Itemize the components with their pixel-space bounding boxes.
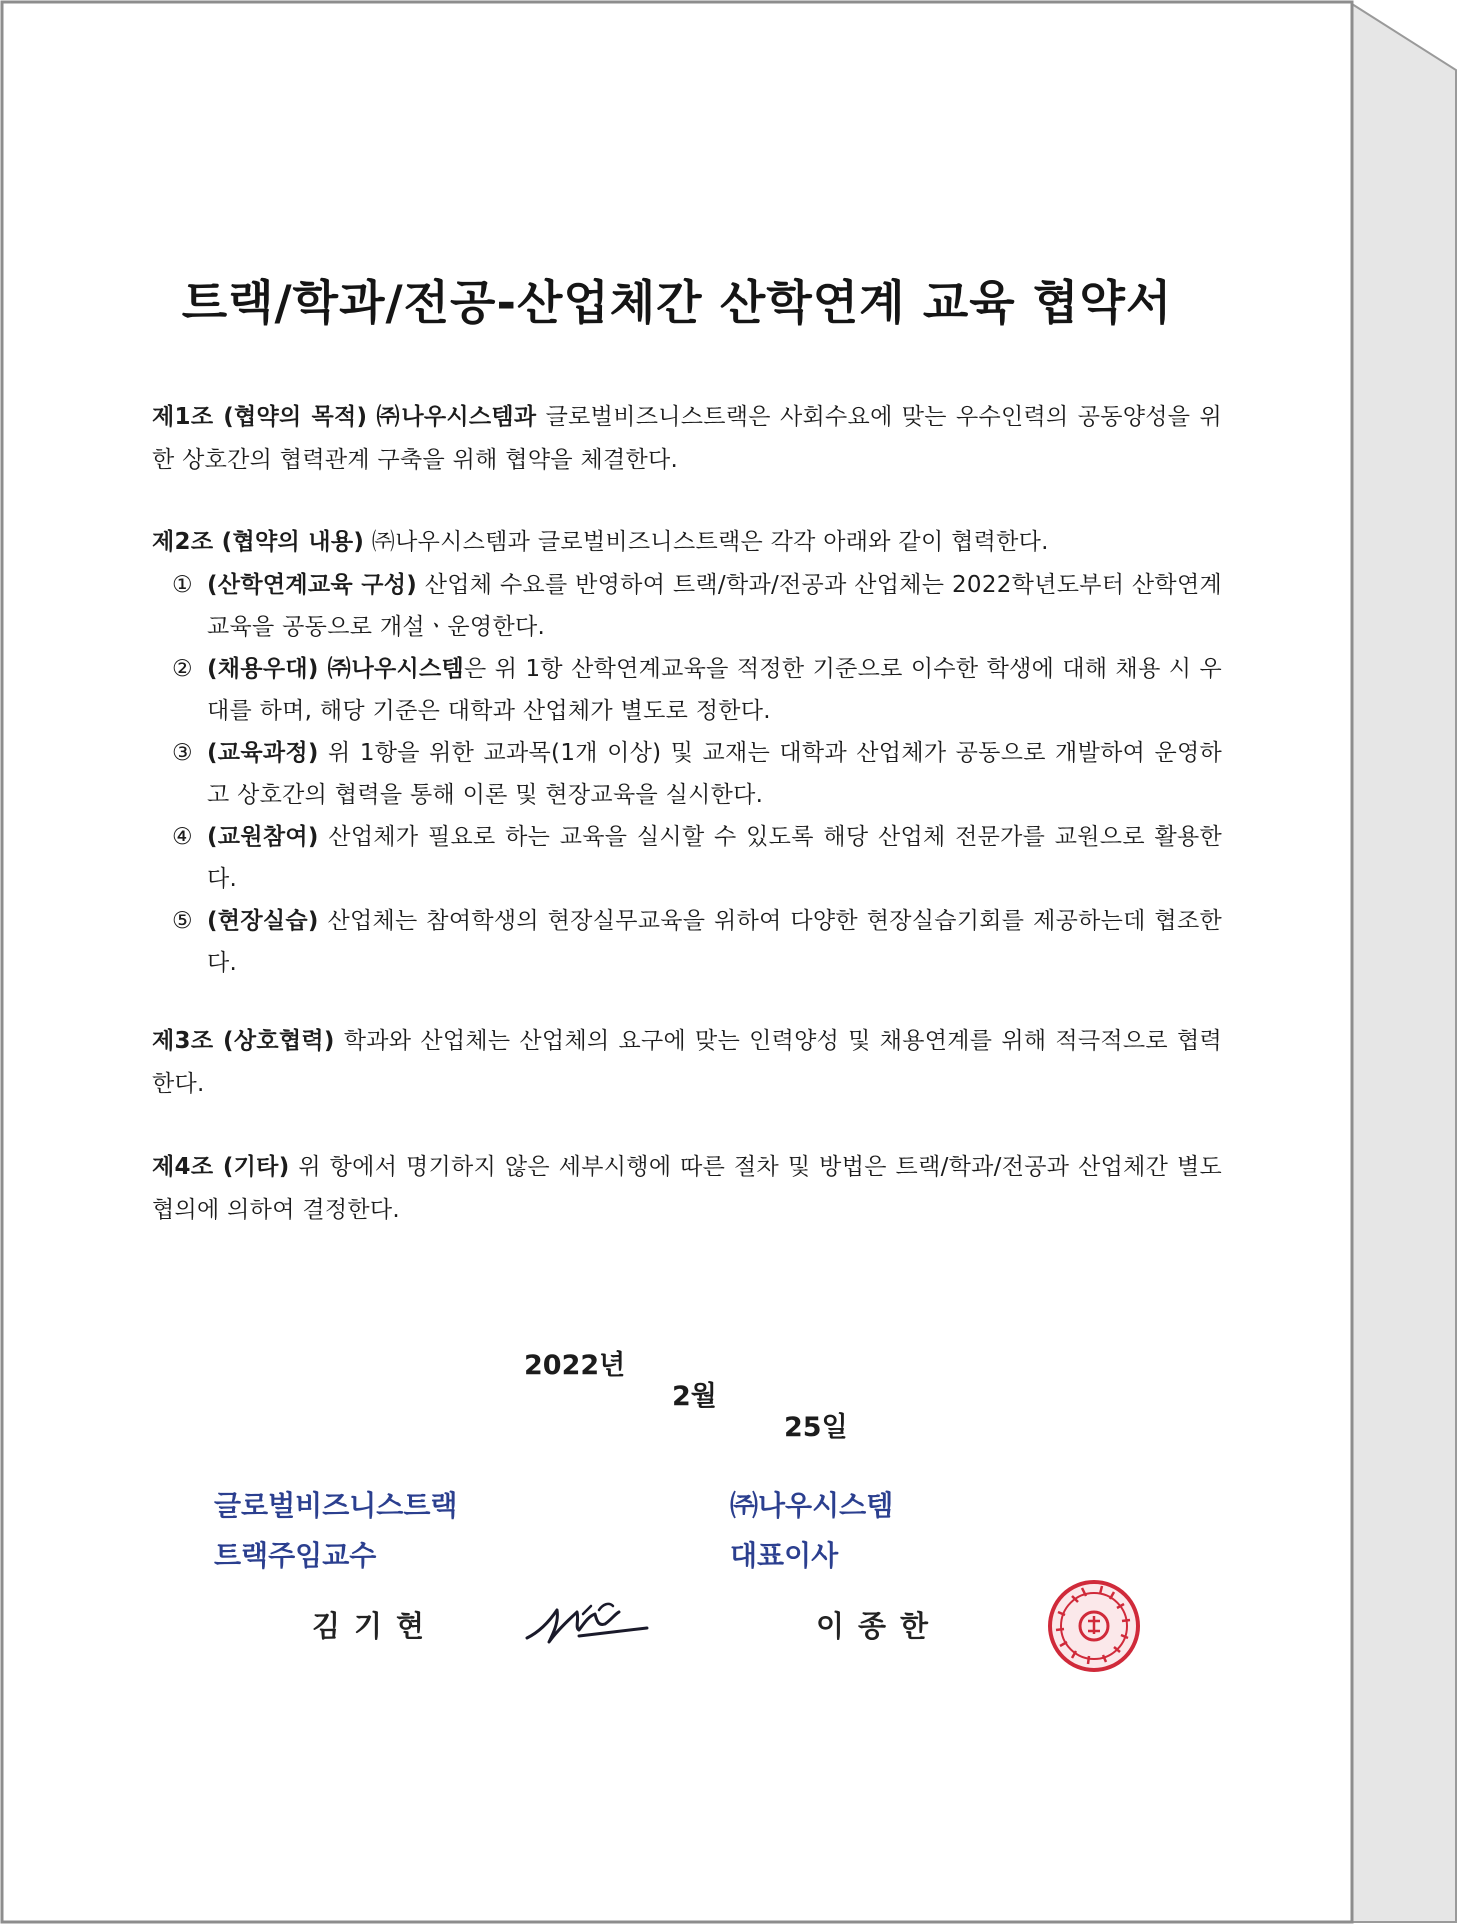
date-year: 2022년 [524, 1350, 626, 1381]
item-number: ⑤ [172, 908, 193, 934]
item-company: ㈜나우시스템 [318, 656, 465, 682]
right-signer-name: 이종한 [816, 1609, 943, 1643]
article-2-company: ㈜나우시스템과 [371, 529, 531, 555]
date-day: 25일 [784, 1412, 848, 1443]
article-2 [152, 521, 1222, 564]
article-1-text: 글로벌비즈니스트랙은 사회수요에 맞는 우수인력의 공동양성을 위한 상호간의 협력관계 구축을 위해 협약을 체결한다. [152, 404, 1223, 473]
left-party-role: 트랙주임교수 [214, 1539, 377, 1572]
right-party-name: ㈜나우시스템 [730, 1489, 894, 1522]
list-item [172, 816, 1222, 900]
item-text: 산업체 수요를 반영하여 트랙/학과/전공과 산업체는 2022학년도부터 산학연계교육을 공동으로 개설ㆍ운영한다. [207, 572, 1222, 640]
item-text: 산업체는 참여학생의 현장실무교육을 위하여 다양한 현장실습기회를 제공하는데 협조한다. [207, 908, 1222, 976]
list-item [172, 900, 1222, 984]
item-text: 위 1항을 위한 교과목(1개 이상) 및 교재는 대학과 산업체가 공동으로 개발하여 운영하고 상호간의 협력을 통해 이론 및 현장교육을 실시한다. [207, 740, 1222, 808]
list-item [172, 732, 1222, 816]
date-month: 2월 [672, 1381, 717, 1412]
article-1-company: ㈜나우시스템과 [376, 404, 537, 430]
item-number: ④ [172, 824, 193, 850]
item-text: 은 위 1항 산학연계교육을 적정한 기준으로 이수한 학생에 대해 채용 시 우대를 하며, 해당 기준은 대학과 산업체가 별도로 정한다. [207, 656, 1222, 724]
article-2-heading: 제2조 (협약의 내용) [152, 529, 365, 555]
agreement-date [4, 1312, 1350, 1467]
item-heading: (채용우대) [207, 656, 319, 682]
article-4-text: 위 항에서 명기하지 않은 세부시행에 따른 절차 및 방법은 트랙/학과/전공과 산업체간 별도 협의에 의하여 결정한다. [152, 1154, 1223, 1223]
list-item [172, 648, 1222, 732]
item-number: ② [172, 656, 193, 682]
article-2-text: 글로벌비즈니스트랙은 각각 아래와 같이 협력한다. [530, 529, 1049, 555]
item-heading: (현장실습) [207, 908, 319, 934]
article-4-heading: 제4조 (기타) [152, 1154, 290, 1180]
article-2-items [172, 564, 1222, 984]
left-signer-name: 김기현 [312, 1609, 439, 1643]
right-party-role: 대표이사 [730, 1539, 839, 1572]
article-3-text: 학과와 산업체는 산업체의 요구에 맞는 인력양성 및 채용연계를 위해 적극적으로 협력한다. [152, 1028, 1222, 1097]
article-3-heading: 제3조 (상호협력) [152, 1028, 335, 1054]
article-1-heading: 제1조 (협약의 목적) [152, 404, 368, 430]
article-3 [152, 1020, 1222, 1106]
item-number: ① [172, 572, 193, 598]
item-number: ③ [172, 740, 193, 766]
item-heading: (교원참여) [207, 824, 319, 850]
handwritten-signature [519, 1592, 659, 1652]
document-title: 트랙/학과/전공-산업체간 산학연계 교육 협약서 [181, 276, 1173, 331]
item-text: 산업체가 필요로 하는 교육을 실시할 수 있도록 해당 산업체 전문가를 교원으로 활용한다. [207, 824, 1222, 892]
left-party-name: 글로벌비즈니스트랙 [214, 1489, 458, 1522]
list-item [172, 564, 1222, 648]
document-sheet [4, 4, 1350, 1916]
item-heading: (산학연계교육 구성) [207, 572, 418, 598]
item-heading: (교육과정) [207, 740, 319, 766]
article-4 [152, 1146, 1222, 1232]
company-seal [1044, 1576, 1144, 1676]
article-1 [152, 396, 1222, 482]
